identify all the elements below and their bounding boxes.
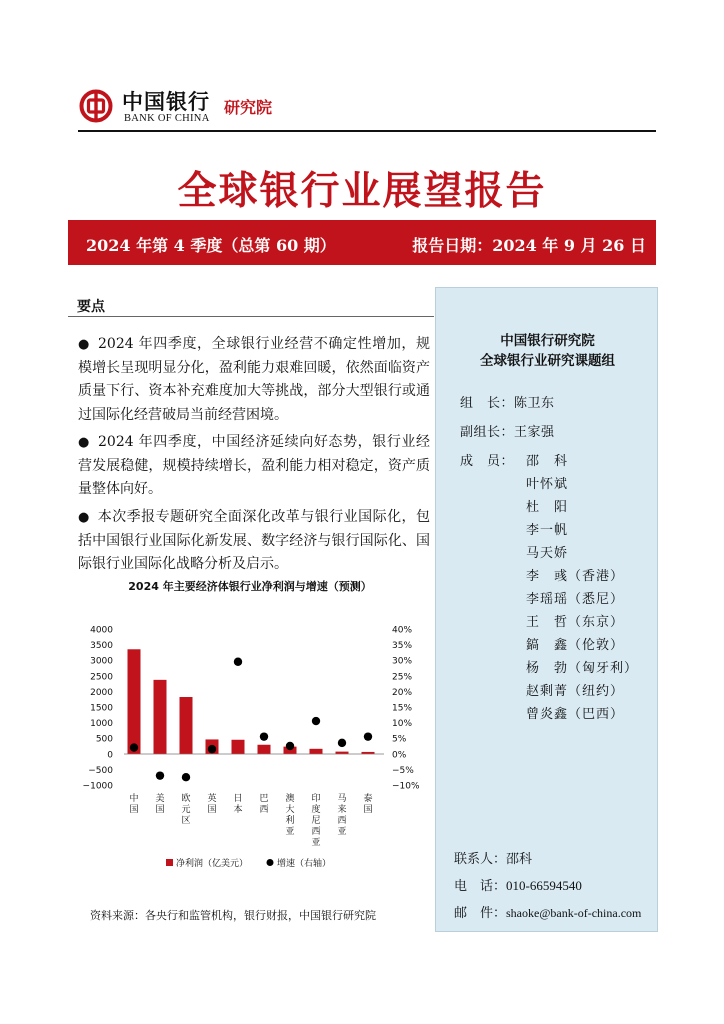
category-label-char: 欧	[181, 794, 191, 804]
left-axis-tick-label: 4000	[90, 625, 113, 636]
category-label-char: 澳	[285, 794, 295, 804]
contact-person: 邵科	[506, 852, 533, 867]
bank-name-cn: 中国银行	[122, 89, 210, 114]
legend-bar-swatch	[166, 859, 173, 866]
source-note: 资料来源：各央行和监管机构，银行财报，中国银行研究院	[90, 909, 376, 922]
team-member: 王 哲（东京）	[526, 615, 625, 630]
email-label: 邮 件：	[454, 906, 507, 921]
team-member: 杜 阳	[526, 500, 569, 515]
category-label-char: 泰	[363, 794, 373, 804]
members-label: 成 员：	[460, 454, 515, 469]
growth-point	[364, 732, 372, 740]
right-axis-tick-label: 10%	[392, 719, 413, 730]
right-axis-tick-label: 25%	[392, 672, 413, 683]
summary-bullet	[78, 333, 430, 427]
phone-row	[454, 875, 582, 894]
bullet-text: 2024 年四季度，全球银行业经营不确定性增加，规模增长呈现明显分化，盈利能力艰难回暖，依然面临资产质量下行、资本补充难度加大等挑战，部分大型银行或通过国际化经营破局当前经营困境。	[78, 336, 431, 423]
right-axis-tick-label: −5%	[392, 765, 414, 776]
team-member: 叶怀斌	[526, 477, 569, 492]
category-label-char: 国	[363, 805, 373, 815]
right-axis-tick-label: 40%	[392, 625, 413, 636]
right-axis-tick-label: 20%	[392, 687, 413, 698]
institute-name: 研究院	[224, 98, 273, 117]
team-member: 赵剩菁（纽约）	[526, 684, 625, 699]
team-member: 马天娇	[526, 546, 569, 561]
category-label-char: 利	[285, 816, 295, 826]
bullet-text: 本次季报专题研究全面深化改革与银行业国际化，包括中国银行业国际化新发展、数字经济与银行国际化、国际银行业国际化战略分析及启示。	[78, 509, 431, 572]
growth-point	[156, 771, 164, 779]
category-label-char: 亚	[337, 827, 347, 837]
team-member: 邵 科	[526, 454, 569, 469]
growth-point	[130, 743, 138, 751]
profit-bar	[180, 697, 193, 754]
growth-point	[208, 745, 216, 753]
bullet-dot-icon: ●	[78, 510, 90, 525]
right-axis-tick-label: 5%	[392, 734, 407, 745]
deputy-label: 副组长：	[460, 425, 515, 440]
category-label-char: 亚	[285, 827, 295, 837]
leader-row	[460, 392, 555, 411]
chart-legend	[166, 857, 331, 869]
header-divider	[78, 130, 656, 132]
category-label-char: 国	[207, 805, 217, 815]
right-axis-tick-label: −10%	[392, 781, 420, 792]
phone-number: 010-66594540	[506, 878, 582, 893]
deputy-row	[460, 421, 555, 440]
legend-label: 净利润（亿美元）	[176, 859, 249, 869]
org-line: 全球银行业研究课题组	[480, 353, 615, 369]
right-axis-tick-label: 15%	[392, 703, 413, 714]
category-label-char: 区	[181, 816, 191, 826]
category-label-char: 大	[285, 805, 295, 815]
left-axis-tick-label: 2000	[90, 687, 113, 698]
growth-point	[312, 717, 320, 725]
left-axis-tick-label: 3500	[90, 641, 113, 652]
category-label-char: 中	[129, 794, 139, 804]
org-line: 中国银行研究院	[500, 333, 595, 349]
bullet-dot-icon: ●	[78, 337, 90, 352]
category-label	[259, 793, 268, 815]
profit-bar	[258, 745, 271, 754]
leader-label: 组 长：	[460, 396, 515, 411]
issue-banner	[68, 220, 656, 265]
legend-dot-swatch	[267, 859, 274, 866]
category-label	[285, 792, 294, 837]
category-label	[181, 792, 190, 826]
right-axis-tick-label: 35%	[392, 641, 413, 652]
left-axis-tick-label: −500	[88, 765, 113, 776]
email-address[interactable]: shaoke@bank-of-china.com	[506, 906, 642, 920]
team-member: 李一帆	[526, 523, 569, 538]
category-label-char: 国	[129, 805, 139, 815]
left-axis-tick-label: 3000	[90, 656, 113, 667]
email-row	[454, 902, 641, 921]
category-label-char: 国	[155, 805, 165, 815]
bank-name-en: BANK OF CHINA	[124, 113, 210, 124]
left-axis-tick-label: 2500	[90, 672, 113, 683]
growth-point	[260, 732, 268, 740]
category-label	[155, 792, 164, 815]
category-label-char: 巴	[259, 794, 269, 804]
summary-bullet	[78, 506, 430, 577]
team-member: 李瑶瑶（悉尼）	[526, 592, 625, 607]
report-date: 报告日期：2024 年 9 月 26 日	[412, 236, 646, 255]
contact-person-label: 联系人：	[454, 852, 507, 867]
team-member: 鎬 鑫（伦敦）	[526, 638, 625, 653]
growth-point	[182, 773, 190, 781]
deputy-name: 王家强	[514, 425, 555, 440]
team-member: 李 彧（香港）	[526, 569, 625, 584]
category-label-char: 元	[181, 805, 191, 815]
right-axis-tick-label: 0%	[392, 750, 407, 761]
category-label-char: 西	[259, 805, 269, 815]
document-title: 全球银行业展望报告	[177, 168, 547, 214]
research-team-panel	[435, 287, 658, 932]
category-label-char: 印	[311, 794, 321, 804]
chart-title: 2024 年主要经济体银行业净利润与增速（预测）	[128, 580, 372, 593]
category-label-char: 度	[311, 805, 321, 815]
category-label	[311, 792, 320, 848]
left-axis-tick-label: −1000	[82, 781, 113, 792]
growth-point	[234, 658, 242, 666]
growth-point	[286, 742, 294, 750]
category-label-char: 马	[337, 794, 347, 804]
category-label-char: 西	[311, 827, 321, 837]
left-axis-tick-label: 500	[95, 734, 113, 745]
category-label-char: 来	[337, 805, 347, 815]
category-label-char: 日	[233, 794, 243, 804]
category-label-char: 西	[337, 816, 347, 826]
category-label	[337, 793, 346, 837]
category-label	[233, 793, 242, 815]
summary-bullet	[78, 431, 430, 502]
category-label-char: 本	[233, 805, 243, 815]
profit-bar	[310, 749, 323, 754]
bank-of-china-logo-icon	[79, 89, 113, 123]
right-axis-tick-label: 30%	[392, 656, 413, 667]
team-member: 杨 勃（匈牙利）	[526, 661, 639, 676]
leader-name: 陈卫东	[514, 396, 555, 411]
contact-person-row	[454, 848, 532, 867]
left-axis-tick-label: 1500	[90, 703, 113, 714]
legend-label: 增速（右轴）	[277, 859, 332, 869]
team-org-name	[436, 331, 659, 371]
phone-label: 电 话：	[454, 879, 507, 894]
profit-bar	[154, 680, 167, 754]
profit-growth-chart	[80, 575, 430, 905]
summary-heading: 要点	[77, 299, 105, 315]
issue-number: 2024 年第 4 季度（总第 60 期）	[86, 236, 336, 255]
summary-divider	[68, 316, 434, 317]
profit-bar	[362, 752, 375, 754]
bullet-dot-icon: ●	[78, 435, 90, 450]
profit-bar	[336, 752, 349, 754]
team-member: 曾炎鑫（巴西）	[526, 707, 625, 722]
category-label-char: 尼	[311, 816, 321, 826]
bullet-text: 2024 年四季度，中国经济延续向好态势，银行业经营发展稳健，规模持续增长，盈利能力相对稳定，资产质量整体向好。	[78, 434, 431, 497]
category-label-char: 亚	[311, 838, 321, 848]
growth-point	[338, 739, 346, 747]
category-label	[129, 792, 138, 815]
category-label	[207, 792, 216, 815]
profit-bar	[232, 740, 245, 754]
profit-bar	[128, 649, 141, 754]
category-label-char: 英	[207, 794, 217, 804]
category-label-char: 美	[155, 794, 165, 804]
left-axis-tick-label: 0	[107, 750, 113, 761]
left-axis-tick-label: 1000	[90, 719, 113, 730]
category-label	[363, 792, 372, 815]
